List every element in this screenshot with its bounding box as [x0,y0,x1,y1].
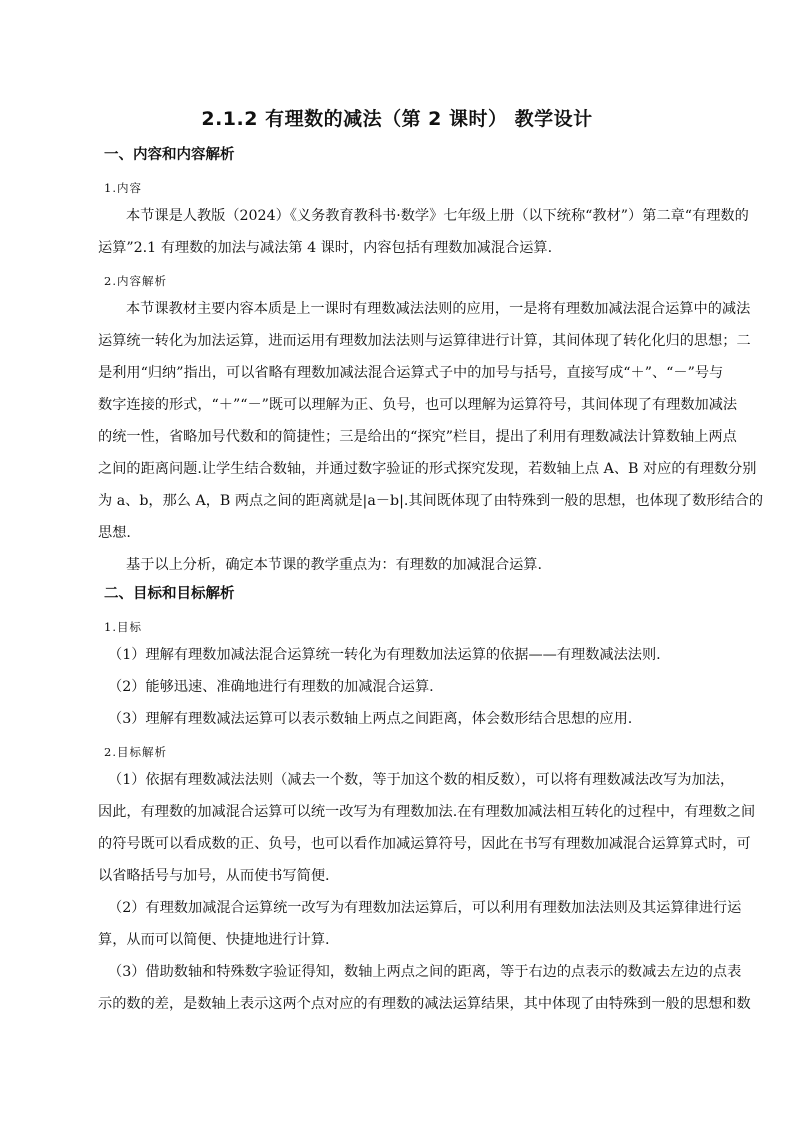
section-heading-content: 一、内容和内容解析 [104,147,235,163]
paragraph-line: 示的数的差，是数轴上表示这两个点对应的有理数的减法运算结果，其中体现了由特殊到一般的思想和数 [98,996,751,1012]
paragraph-line: 本节课是人教版（2024）《义务教育教科书·数学》七年级上册（以下统称“教材”）第二章“有理数的 [126,208,749,224]
paragraph-line: 运算统一转化为加法运算，进而运用有理数加法法则与运算律进行计算，其间体现了转化化归的思想；二 [98,333,751,349]
document-title: 2.1.2 有理数的减法（第 2 课时） 教学设计 [201,108,593,130]
subheading-content-analysis: 2.内容解析 [104,274,167,288]
goal-item: （2）能够迅速、准确地进行有理数的加减混合运算. [108,679,434,695]
paragraph-line: 运算”2.1 有理数的加法与减法第 4 课时，内容包括有理数加减混合运算. [98,240,553,256]
paragraph-line: 为 a、b，那么 A，B 两点之间的距离就是|a－b|.其间既体现了由特殊到一般的思想，也体现了数形结合的 [98,493,764,509]
paragraph-line: 是利用“归纳”指出，可以省略有理数加减法混合运算式子中的加号与括号，直接写成“＋”、“－”号与 [98,365,724,381]
paragraph-line: （1）依据有理数减法法则（减去一个数，等于加这个数的相反数），可以将有理数减法改写为加法， [108,772,735,788]
subheading-goals: 1.目标 [104,620,142,634]
paragraph-line: 的统一性，省略加号代数和的简捷性；三是给出的“探究”栏目，提出了利用有理数减法计算数轴上两点 [98,429,737,445]
paragraph-line: （3）借助数轴和特殊数字验证得知，数轴上两点之间的距离，等于右边的点表示的数减去左边的点表 [108,964,742,980]
key-point-line: 基于以上分析，确定本节课的教学重点为：有理数的加减混合运算. [126,557,542,573]
section-heading-goals: 二、目标和目标解析 [104,586,235,602]
paragraph-line: （2）有理数加减混合运算统一改写为有理数加法运算后，可以利用有理数加法法则及其运算律进行运 [108,900,742,916]
paragraph-line: 数字连接的形式，“＋”“－”既可以理解为正、负号，也可以理解为运算符号，其间体现了有理数加减法 [98,397,738,413]
paragraph-line: 算，从而可以简便、快捷地进行计算. [98,932,330,948]
subheading-goal-analysis: 2.目标解析 [104,745,167,759]
paragraph-line: 以省略括号与加号，从而使书写简便. [98,868,330,884]
subheading-content: 1.内容 [104,181,142,195]
goal-item: （3）理解有理数减法运算可以表示数轴上两点之间距离，体会数形结合思想的应用. [108,711,633,727]
paragraph-line: 因此，有理数的加减混合运算可以统一改写为有理数加法.在有理数加减法相互转化的过程中，有理数之间 [98,804,756,820]
paragraph-line: 思想. [98,525,131,541]
goal-item: （1）理解有理数加减法混合运算统一转化为有理数加法运算的依据——有理数减法法则. [108,647,661,663]
paragraph-line: 之间的距离问题.让学生结合数轴，并通过数字验证的形式探究发现，若数轴上点 A、B 对应的有理数分别 [98,461,757,477]
paragraph-line: 本节课教材主要内容本质是上一课时有理数减法法则的应用，一是将有理数加减法混合运算中的减法 [126,301,751,317]
paragraph-line: 的符号既可以看成数的正、负号，也可以看作加减运算符号，因此在书写有理数加减混合运算算式时，可 [98,836,751,852]
